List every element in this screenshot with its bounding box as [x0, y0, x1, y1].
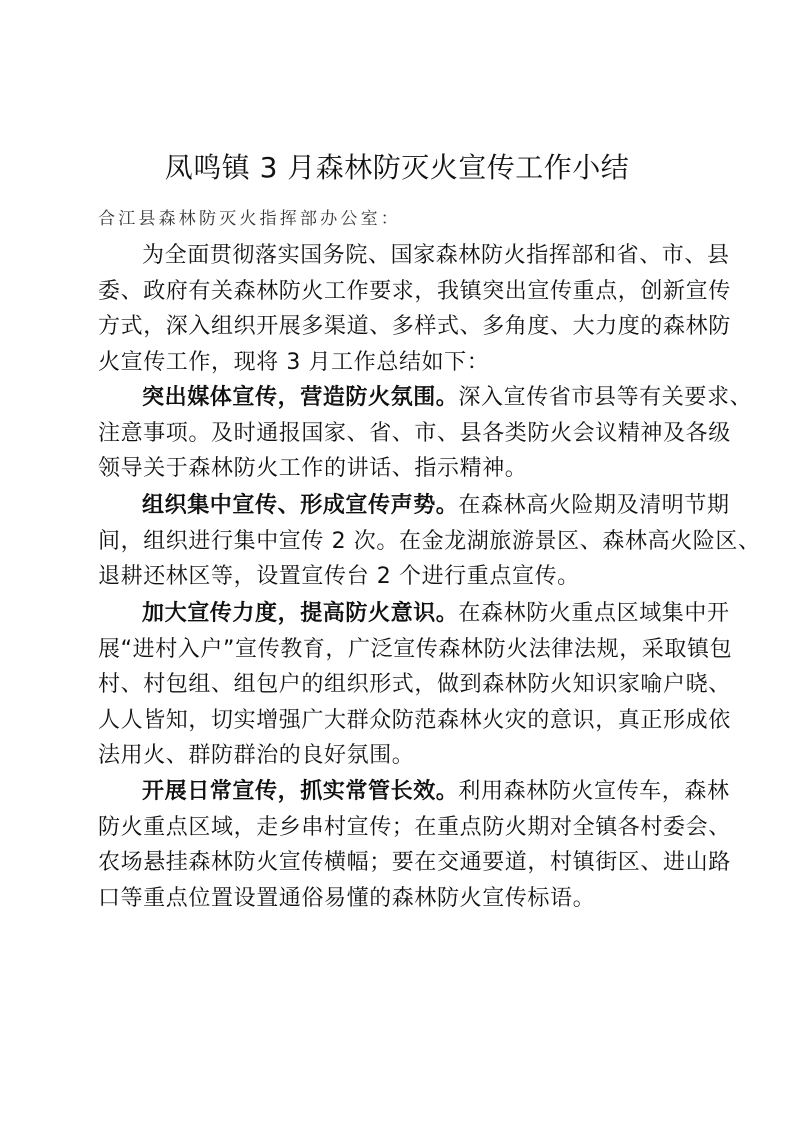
- paragraph-line: 委、政府有关森林防火工作要求，我镇突出宣传重点，创新宣传: [98, 278, 731, 304]
- paragraph-line: 方式，深入组织开展多渠道、多样式、多角度、大力度的森林防: [98, 314, 731, 339]
- section-concentrated-publicity: [98, 488, 761, 595]
- paragraph-line: 火宣传工作，现将 3 月工作总结如下：: [98, 349, 490, 375]
- section-heading: 组织集中宣传、形成宣传声势。: [142, 493, 459, 518]
- paragraph-text: 在森林防火重点区域集中开: [458, 601, 730, 626]
- paragraph-first-line: [98, 380, 753, 416]
- paragraph-line: 退耕还林区等，设置宣传台 2 个进行重点宣传。: [98, 564, 580, 589]
- paragraph-text: 利用森林防火宣传车，森林: [458, 779, 730, 804]
- paragraph-line: 村、村包组、组包户的组织形式，做到森林防火知识家喻户晓、: [98, 672, 731, 697]
- section-media-publicity: [98, 380, 753, 487]
- document-title: 凤鸣镇 3 月森林防灭火宣传工作小结: [164, 151, 630, 184]
- paragraph-line: 防火重点区域，走乡串村宣传；在重点防火期对全镇各村委会、: [98, 814, 731, 840]
- paragraph-line: 口等重点位置设置通俗易懂的森林防火宣传标语。: [98, 885, 596, 911]
- paragraph-line: 农场悬挂森林防火宣传横幅；要在交通要道，村镇街区、进山路: [98, 850, 731, 875]
- paragraph-line: 为全面贯彻落实国务院、国家森林防火指挥部和省、市、县: [142, 243, 730, 268]
- paragraph-first-line: [98, 774, 730, 810]
- section-daily-publicity: [98, 774, 731, 916]
- section-heading: 加大宣传力度，提高防火意识。: [142, 601, 459, 626]
- paragraph-line: 人人皆知，切实增强广大群众防范森林火灾的意识，真正形成依: [98, 707, 731, 733]
- section-heading: 突出媒体宣传，营造防火氛围。: [142, 385, 459, 410]
- paragraph-line: 法用火、群防群治的良好氛围。: [98, 743, 415, 768]
- paragraph-line: 间，组织进行集中宣传 2 次。在金龙湖旅游景区、森林高火险区、: [98, 528, 761, 554]
- paragraph-text: 深入宣传省市县等有关要求、: [458, 385, 753, 410]
- section-heading: 开展日常宣传，抓实常管长效。: [142, 779, 459, 804]
- paragraph-first-line: [98, 488, 730, 524]
- section-intensify-publicity: [98, 596, 733, 774]
- paragraph-text: 在森林高火险期及清明节期: [458, 493, 730, 518]
- paragraph-line: 领导关于森林防火工作的讲话、指示精神。: [98, 456, 528, 481]
- paragraph-line: 展“进村入户”宣传教育，广泛宣传森林防火法律法规，采取镇包: [98, 636, 733, 662]
- paragraph-line: 注意事项。及时通报国家、省、市、县各类防火会议精神及各级: [98, 420, 731, 446]
- recipient-salutation: 合江县森林防灭火指挥部办公室：: [98, 209, 401, 229]
- intro-paragraph: [98, 238, 731, 380]
- paragraph-first-line: [98, 596, 730, 632]
